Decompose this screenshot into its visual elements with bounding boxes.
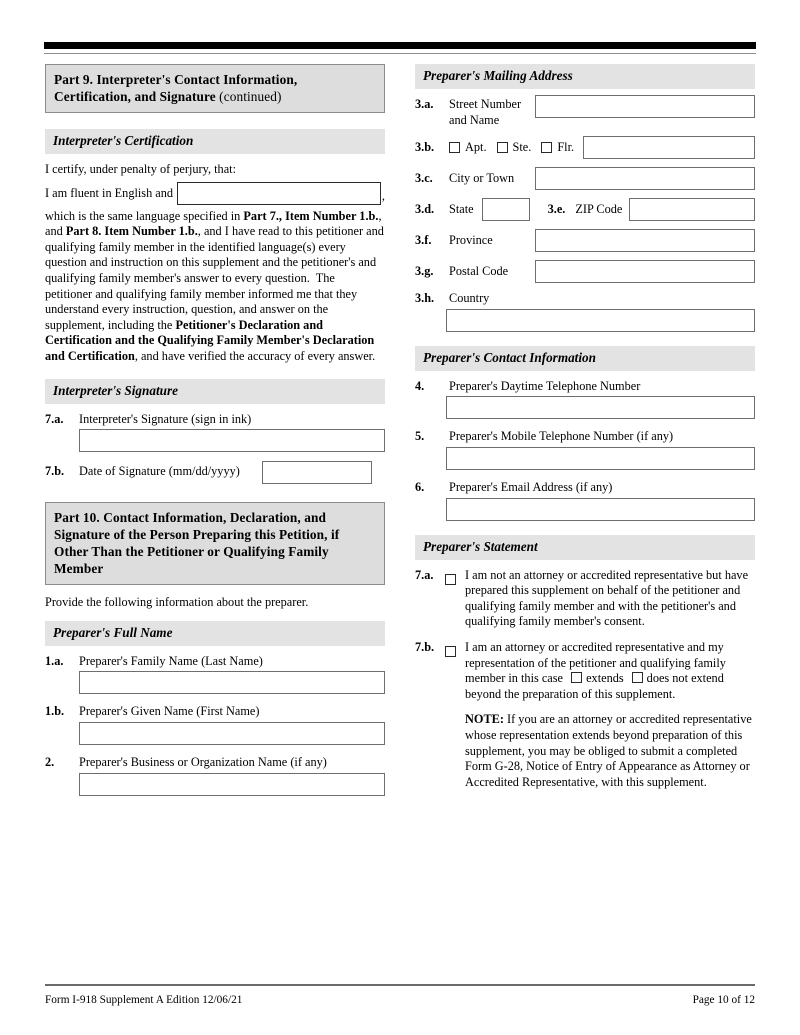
note-label: NOTE: [465, 712, 504, 727]
item-3h-number: 3.h. [415, 291, 435, 306]
unit-number-input[interactable] [583, 136, 755, 159]
fluent-prefix-label: I am fluent in English and [45, 185, 174, 200]
fluent-language-row [45, 182, 385, 205]
item-3c-label: City or Town [449, 170, 515, 185]
item-1a-row [45, 654, 385, 670]
province-input[interactable] [535, 229, 755, 252]
preparers-full-name-band: Preparer's Full Name [45, 621, 385, 646]
item-1a-label: Preparer's Family Name (Last Name) [79, 653, 263, 668]
item-1b-row [45, 704, 385, 720]
part9-title-bold: Part 9. Interpreter's Contact Information, Certification, and Signature [54, 72, 298, 104]
item-3d-3e-row [415, 198, 755, 221]
statement-7a-number: 7.a. [415, 567, 434, 582]
not-attorney-checkbox[interactable] [445, 574, 456, 585]
item-2-row [45, 755, 385, 771]
item-3b-number: 3.b. [415, 139, 435, 154]
does-not-extend-label: does not extend [646, 671, 724, 686]
apt-label: Apt. [465, 139, 487, 154]
ste-label: Ste. [512, 139, 532, 154]
does-not-extend-checkbox[interactable] [632, 672, 643, 683]
part10-title: Part 10. Contact Information, Declaration, and Signature of the Person Preparing this Petition, if Other Than the Petitioner or Qualifying Family Member [54, 510, 340, 577]
item-5-number: 5. [415, 429, 425, 444]
footer-form-id: Form I-918 Supplement A Edition 12/06/21 [45, 994, 243, 1006]
item-7b-number: 7.b. [45, 464, 65, 479]
part10-intro: Provide the following information about the preparer. [45, 595, 309, 610]
interpreters-certification-band: Interpreter's Certification [45, 129, 385, 154]
ste-checkbox[interactable] [497, 142, 508, 153]
item-5-label: Preparer's Mobile Telephone Number (if any) [449, 429, 674, 444]
item-1b-label: Preparer's Given Name (First Name) [79, 704, 260, 719]
item-3g-number: 3.g. [415, 263, 434, 278]
preparer-family-name-input[interactable] [79, 671, 385, 694]
extends-label: extends [586, 671, 624, 686]
item-3b-row [415, 136, 755, 159]
item-3d-label: State [449, 201, 474, 216]
item-3g-label: Postal Code [449, 263, 509, 278]
footer-rule [45, 984, 755, 986]
item-3c-number: 3.c. [415, 170, 433, 185]
zip-code-input[interactable] [629, 198, 755, 221]
certification-intro: I certify, under penalty of perjury, that: [45, 162, 236, 176]
statement-7b-text-part2: beyond the preparation of this supplement. [465, 686, 676, 701]
item-3h-row [415, 291, 755, 307]
item-5-row [415, 429, 755, 445]
item-3a-label-line1: Street Number [449, 97, 522, 111]
item-3e-number: 3.e. [547, 201, 566, 216]
page-top-rule [44, 42, 756, 49]
postal-code-input[interactable] [535, 260, 755, 283]
mobile-telephone-input[interactable] [446, 447, 755, 470]
footer-page-number: Page 10 of 12 [692, 994, 755, 1006]
note-body: If you are an attorney or accredited representative whose representation extends beyond preparation of this supplement, you may be obliged to submit a completed Form G-28, Notice of Entry of Appearance as Attorney or Accredited Representative, with this supplement. [465, 712, 752, 789]
certification-paragraph: which is the same language specified in Part 7., Item Number 1.b., and Part 8. Item Number 1.b., and I have read to this petitioner and qualifying family member in the identified language(s) every question and instruction on this supplement and the petitioner's and qualifying family member's answer to every question. The petitioner and qualifying family member informed me that they understand every instruction, question, and answer on the supplement, including the Petitioner's Declaration and Certification and the Qualifying Family Member's Declaration and Certification, and have verified the accuracy of every answer. [45, 208, 384, 363]
flr-label: Flr. [557, 139, 575, 154]
statement-7a-text: I am not an attorney or accredited representative but have prepared this supplement on behalf of the petitioner and qualifying family member and with the petitioner's and qualifying family member's consent. [465, 567, 749, 629]
state-input[interactable] [482, 198, 530, 221]
part9-title-continued: (continued) [215, 89, 282, 104]
item-6-label: Preparer's Email Address (if any) [449, 479, 613, 494]
item-3d-number: 3.d. [415, 201, 435, 216]
item-3g-row [415, 260, 755, 283]
item-6-number: 6. [415, 479, 425, 494]
interpreter-signature-input[interactable] [79, 429, 385, 452]
item-4-number: 4. [415, 378, 425, 393]
interpreters-signature-band: Interpreter's Signature [45, 379, 385, 404]
item-7b-label: Date of Signature (mm/dd/yyyy) [79, 464, 240, 479]
flr-checkbox[interactable] [541, 142, 552, 153]
item-3f-number: 3.f. [415, 232, 432, 247]
item-3h-label: Country [449, 291, 490, 306]
item-3c-row [415, 167, 755, 190]
right-column [415, 64, 755, 790]
email-address-input[interactable] [446, 498, 755, 521]
item-7a-label: Interpreter's Signature (sign in ink) [79, 411, 252, 426]
fluent-suffix-label: , [381, 188, 385, 203]
left-column [45, 64, 385, 796]
statement-7a-row [415, 568, 755, 630]
item-2-label: Preparer's Business or Organization Name (if any) [79, 754, 327, 769]
daytime-telephone-input[interactable] [446, 396, 755, 419]
preparer-business-name-input[interactable] [79, 773, 385, 796]
item-3a-row [415, 97, 755, 128]
page-footer [45, 994, 755, 1006]
preparers-mailing-address-band: Preparer's Mailing Address [415, 64, 755, 89]
note-row [415, 712, 755, 790]
preparers-contact-information-band: Preparer's Contact Information [415, 346, 755, 371]
item-4-label: Preparer's Daytime Telephone Number [449, 378, 641, 393]
statement-7b-number: 7.b. [415, 639, 435, 654]
item-3f-row [415, 229, 755, 252]
item-3a-number: 3.a. [415, 97, 434, 111]
is-attorney-checkbox[interactable] [445, 646, 456, 657]
street-number-and-name-input[interactable] [535, 95, 755, 118]
item-4-row [415, 379, 755, 395]
statement-7b-row [415, 640, 755, 702]
country-input[interactable] [446, 309, 755, 332]
item-3f-label: Province [449, 232, 493, 247]
item-3e-label: ZIP Code [575, 201, 623, 216]
part9-header-box [45, 64, 385, 113]
item-3a-label-line2: and Name [449, 112, 500, 127]
extends-checkbox[interactable] [571, 672, 582, 683]
item-2-number: 2. [45, 754, 55, 769]
item-6-row [415, 480, 755, 496]
preparers-statement-band: Preparer's Statement [415, 535, 755, 560]
statement-7b-text-part1: I am an attorney or accredited representative and my representation of the petitioner and qualifying family member in this case [465, 639, 726, 686]
part10-header-box [45, 502, 385, 585]
date-of-signature-input[interactable] [262, 461, 372, 484]
page-top-thin-rule [44, 53, 756, 54]
item-7a-row [45, 412, 385, 428]
part9-title [54, 71, 376, 105]
note-text-block [465, 712, 755, 790]
item-7a-number: 7.a. [45, 411, 64, 426]
item-1b-number: 1.b. [45, 704, 65, 719]
item-1a-number: 1.a. [45, 653, 64, 668]
city-or-town-input[interactable] [535, 167, 755, 190]
preparer-given-name-input[interactable] [79, 722, 385, 745]
fluent-language-input[interactable] [177, 182, 381, 205]
item-7b-row [45, 464, 385, 484]
apt-checkbox[interactable] [449, 142, 460, 153]
